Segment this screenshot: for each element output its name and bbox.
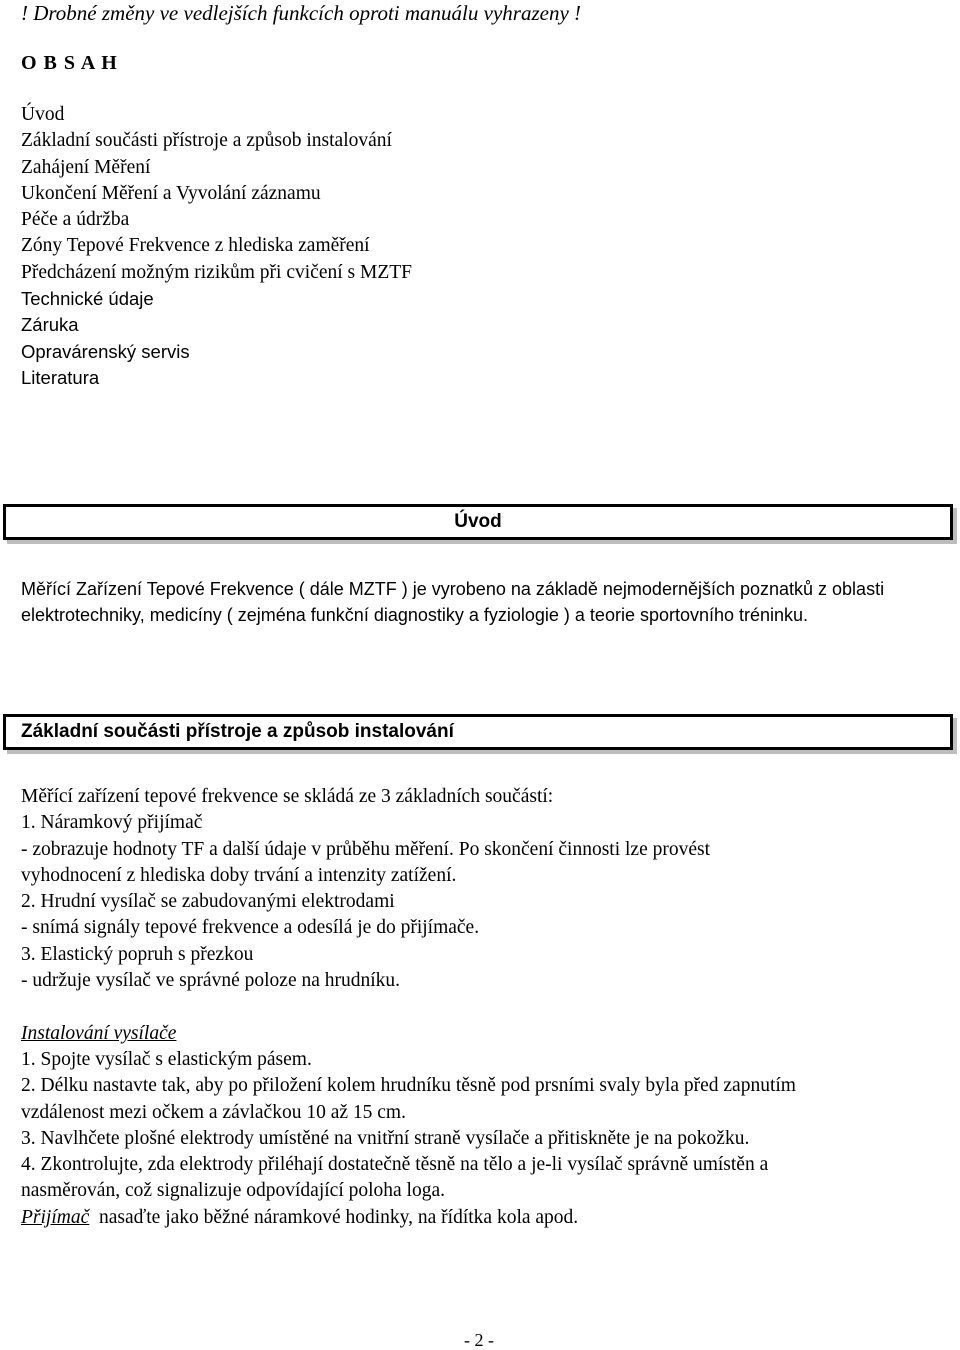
body-line: 3. Elastický popruh s přezkou [21, 943, 254, 965]
body-line: vyhodnocení z hlediska doby trvání a intenzity zatížení. [21, 864, 457, 886]
install-line: 2. Délku nastavte tak, aby po přiložení kolem hrudníku těsně pod prsními svaly byla před zapnutím [21, 1075, 796, 1097]
intro-paragraph: Měřící Zařízení Tepové Frekvence ( dále MZTF ) je vyrobeno na základě nejmodernějších poznatků z oblasti elektrotechniky, medicíny ( zejména funkční diagnostiky a fyziologie ) a teorie sportovního tréninku. [21, 579, 885, 626]
toc-item: Opravárenský servis [21, 340, 190, 362]
toc-item: Literatura [21, 366, 100, 388]
install-line: 4. Zkontrolujte, zda elektrody přiléhají dostatečně těsně na tělo a je-li vysílač správně umístěn a [21, 1154, 769, 1176]
toc-item: Ukončení Měření a Vyvolání záznamu [21, 182, 321, 204]
receiver-text: nasaďte jako běžné náramkové hodinky, na řídítka kola apod. [89, 1206, 579, 1228]
changes-notice: ! Drobné změny ve vedlejších funkcích oproti manuálu vyhrazeny ! [21, 1, 582, 25]
toc-item: Zóny Tepové Frekvence z hlediska zaměření [21, 235, 370, 257]
toc-item: Předcházení možným rizikům při cvičení s MZTF [21, 261, 412, 283]
toc-title: O B S A H [21, 52, 118, 74]
body-line: - zobrazuje hodnoty TF a další údaje v průběhu měření. Po skončení činnosti lze provést [21, 838, 711, 860]
body-line: 2. Hrudní vysílač se zabudovanými elektrodami [21, 891, 395, 913]
toc-item: Základní součásti přístroje a způsob instalování [21, 130, 392, 152]
install-line: 1. Spojte vysílač s elastickým pásem. [21, 1048, 312, 1070]
toc-item: Technické údaje [21, 288, 154, 310]
install-heading: Instalování vysílače [21, 1022, 177, 1044]
spacer [21, 994, 941, 1020]
body-line: - udržuje vysílač ve správné poloze na hrudníku. [21, 970, 401, 992]
parts-section-body [21, 784, 941, 1231]
section-heading-intro: Úvod [3, 504, 953, 540]
page-number: - 2 - [464, 1330, 494, 1350]
receiver-line [21, 1205, 941, 1231]
install-line: vzdálenost mezi očkem a závlačkou 10 až 15 cm. [21, 1101, 406, 1123]
section-heading-parts: Základní součásti přístroje a způsob instalování [3, 714, 953, 750]
install-line: 3. Navlhčete plošné elektrody umístěné na vnitřní straně vysílače a přitiskněte je na pokožku. [21, 1127, 750, 1149]
toc-item: Péče a údržba [21, 209, 130, 231]
table-of-contents [21, 102, 412, 391]
body-line: Měřící zařízení tepové frekvence se skládá ze 3 základních součástí: [21, 786, 554, 807]
install-line: nasměrován, což signalizuje odpovídající poloha loga. [21, 1180, 446, 1202]
body-line: 1. Náramkový přijímač [21, 812, 203, 834]
toc-item: Záruka [21, 314, 79, 336]
toc-item: Zahájení Měření [21, 156, 151, 178]
body-line: - snímá signály tepové frekvence a odesílá je do přijímače. [21, 917, 480, 939]
toc-item: Úvod [21, 104, 65, 125]
receiver-label: Přijímač [21, 1206, 90, 1228]
